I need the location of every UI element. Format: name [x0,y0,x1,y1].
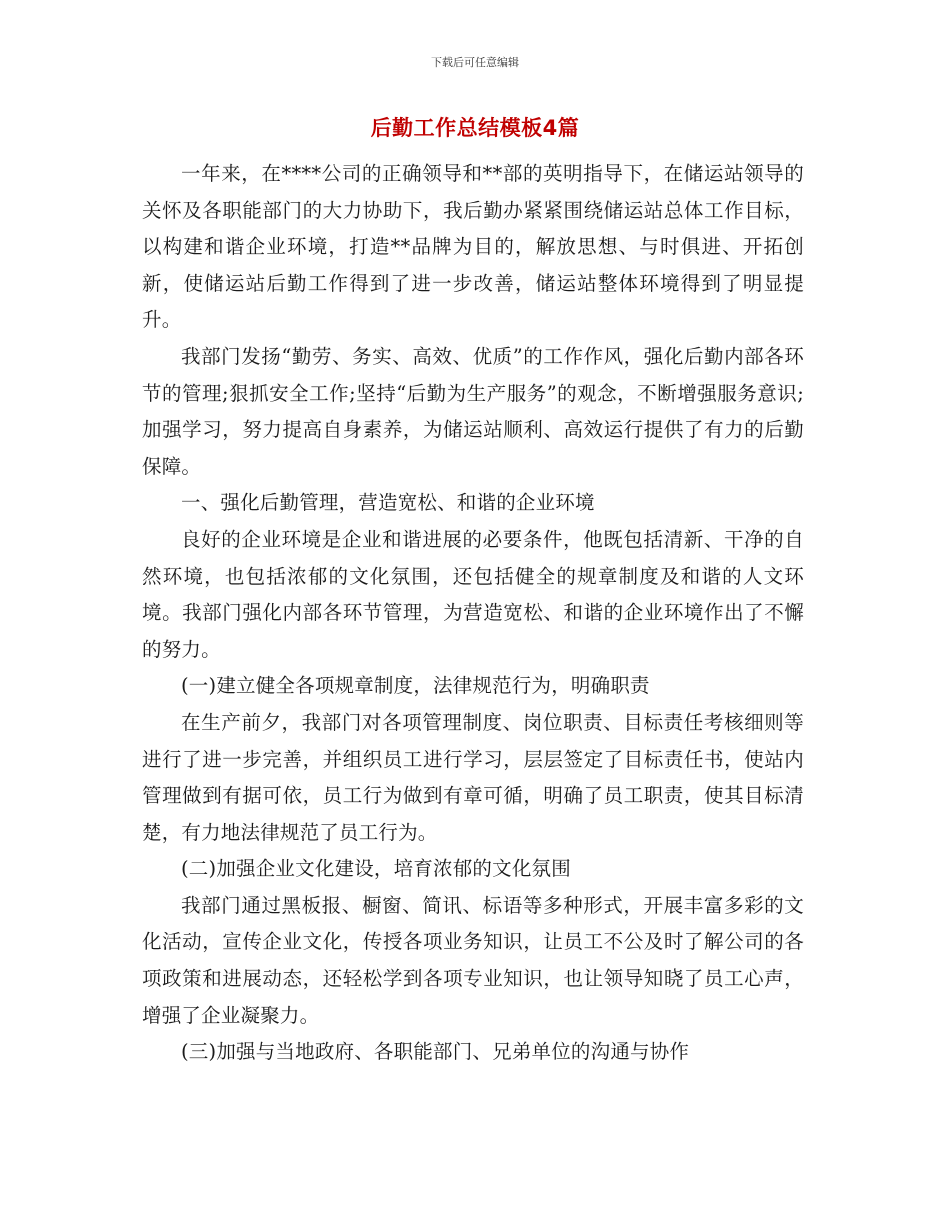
document-body [142,156,804,1071]
paragraph-environment: 良好的企业环境是企业和谐进展的必要条件，他既包括清新、干净的自然环境，也包括浓郁的文化氛围，还包括健全的规章制度及和谐的人文环境。我部门强化内部各环节管理，为营造宽松、和谐的企业环境作出了不懈的努力。 [142,527,804,661]
paragraph-work-style: 我部门发扬“勤劳、务实、高效、优质”的工作作风，强化后勤内部各环节的管理;狠抓安全工作;坚持“后勤为生产服务”的观念，不断增强服务意识;加强学习，努力提高自身素养，为储运站顺利、高效运行提供了有力的后勤保障。 [142,344,804,478]
paragraph-regulations: 在生产前夕，我部门对各项管理制度、岗位职责、目标责任考核细则等进行了进一步完善，并组织员工进行学习，层层签定了目标责任书，使站内管理做到有据可依，员工行为做到有章可循，明确了员工职责，使其目标清楚，有力地法律规范了员工行为。 [142,710,804,844]
subsection-heading-3: (三)加强与当地政府、各职能部门、兄弟单位的沟通与协作 [181,1040,690,1064]
header-note: 下载后可任意编辑 [431,56,519,69]
subsection-heading-2: (二)加强企业文化建设，培育浓郁的文化氛围 [181,857,571,881]
paragraph-intro: 一年来，在****公司的正确领导和**部的英明指导下，在储运站领导的关怀及各职能部门的大力协助下，我后勤办紧紧围绕储运站总体工作目标，以构建和谐企业环境，打造**品牌为目的，解放思想、与时俱进、开拓创新，使储运站后勤工作得到了进一步改善，储运站整体环境得到了明显提升。 [142,162,804,332]
paragraph-culture: 我部门通过黑板报、橱窗、简讯、标语等多种形式，开展丰富多彩的文化活动，宣传企业文化，传授各项业务知识，让员工不公及时了解公司的各项政策和进展动态，还轻松学到各项专业知识，也让领导知晓了员工心声，增强了企业凝聚力。 [142,893,804,1027]
document-title: 后勤工作总结模板4篇 [370,116,580,140]
subsection-heading-1: (一)建立健全各项规章制度，法律规范行为，明确职责 [181,674,650,698]
section-heading-1: 一、强化后勤管理，营造宽松、和谐的企业环境 [181,491,595,515]
